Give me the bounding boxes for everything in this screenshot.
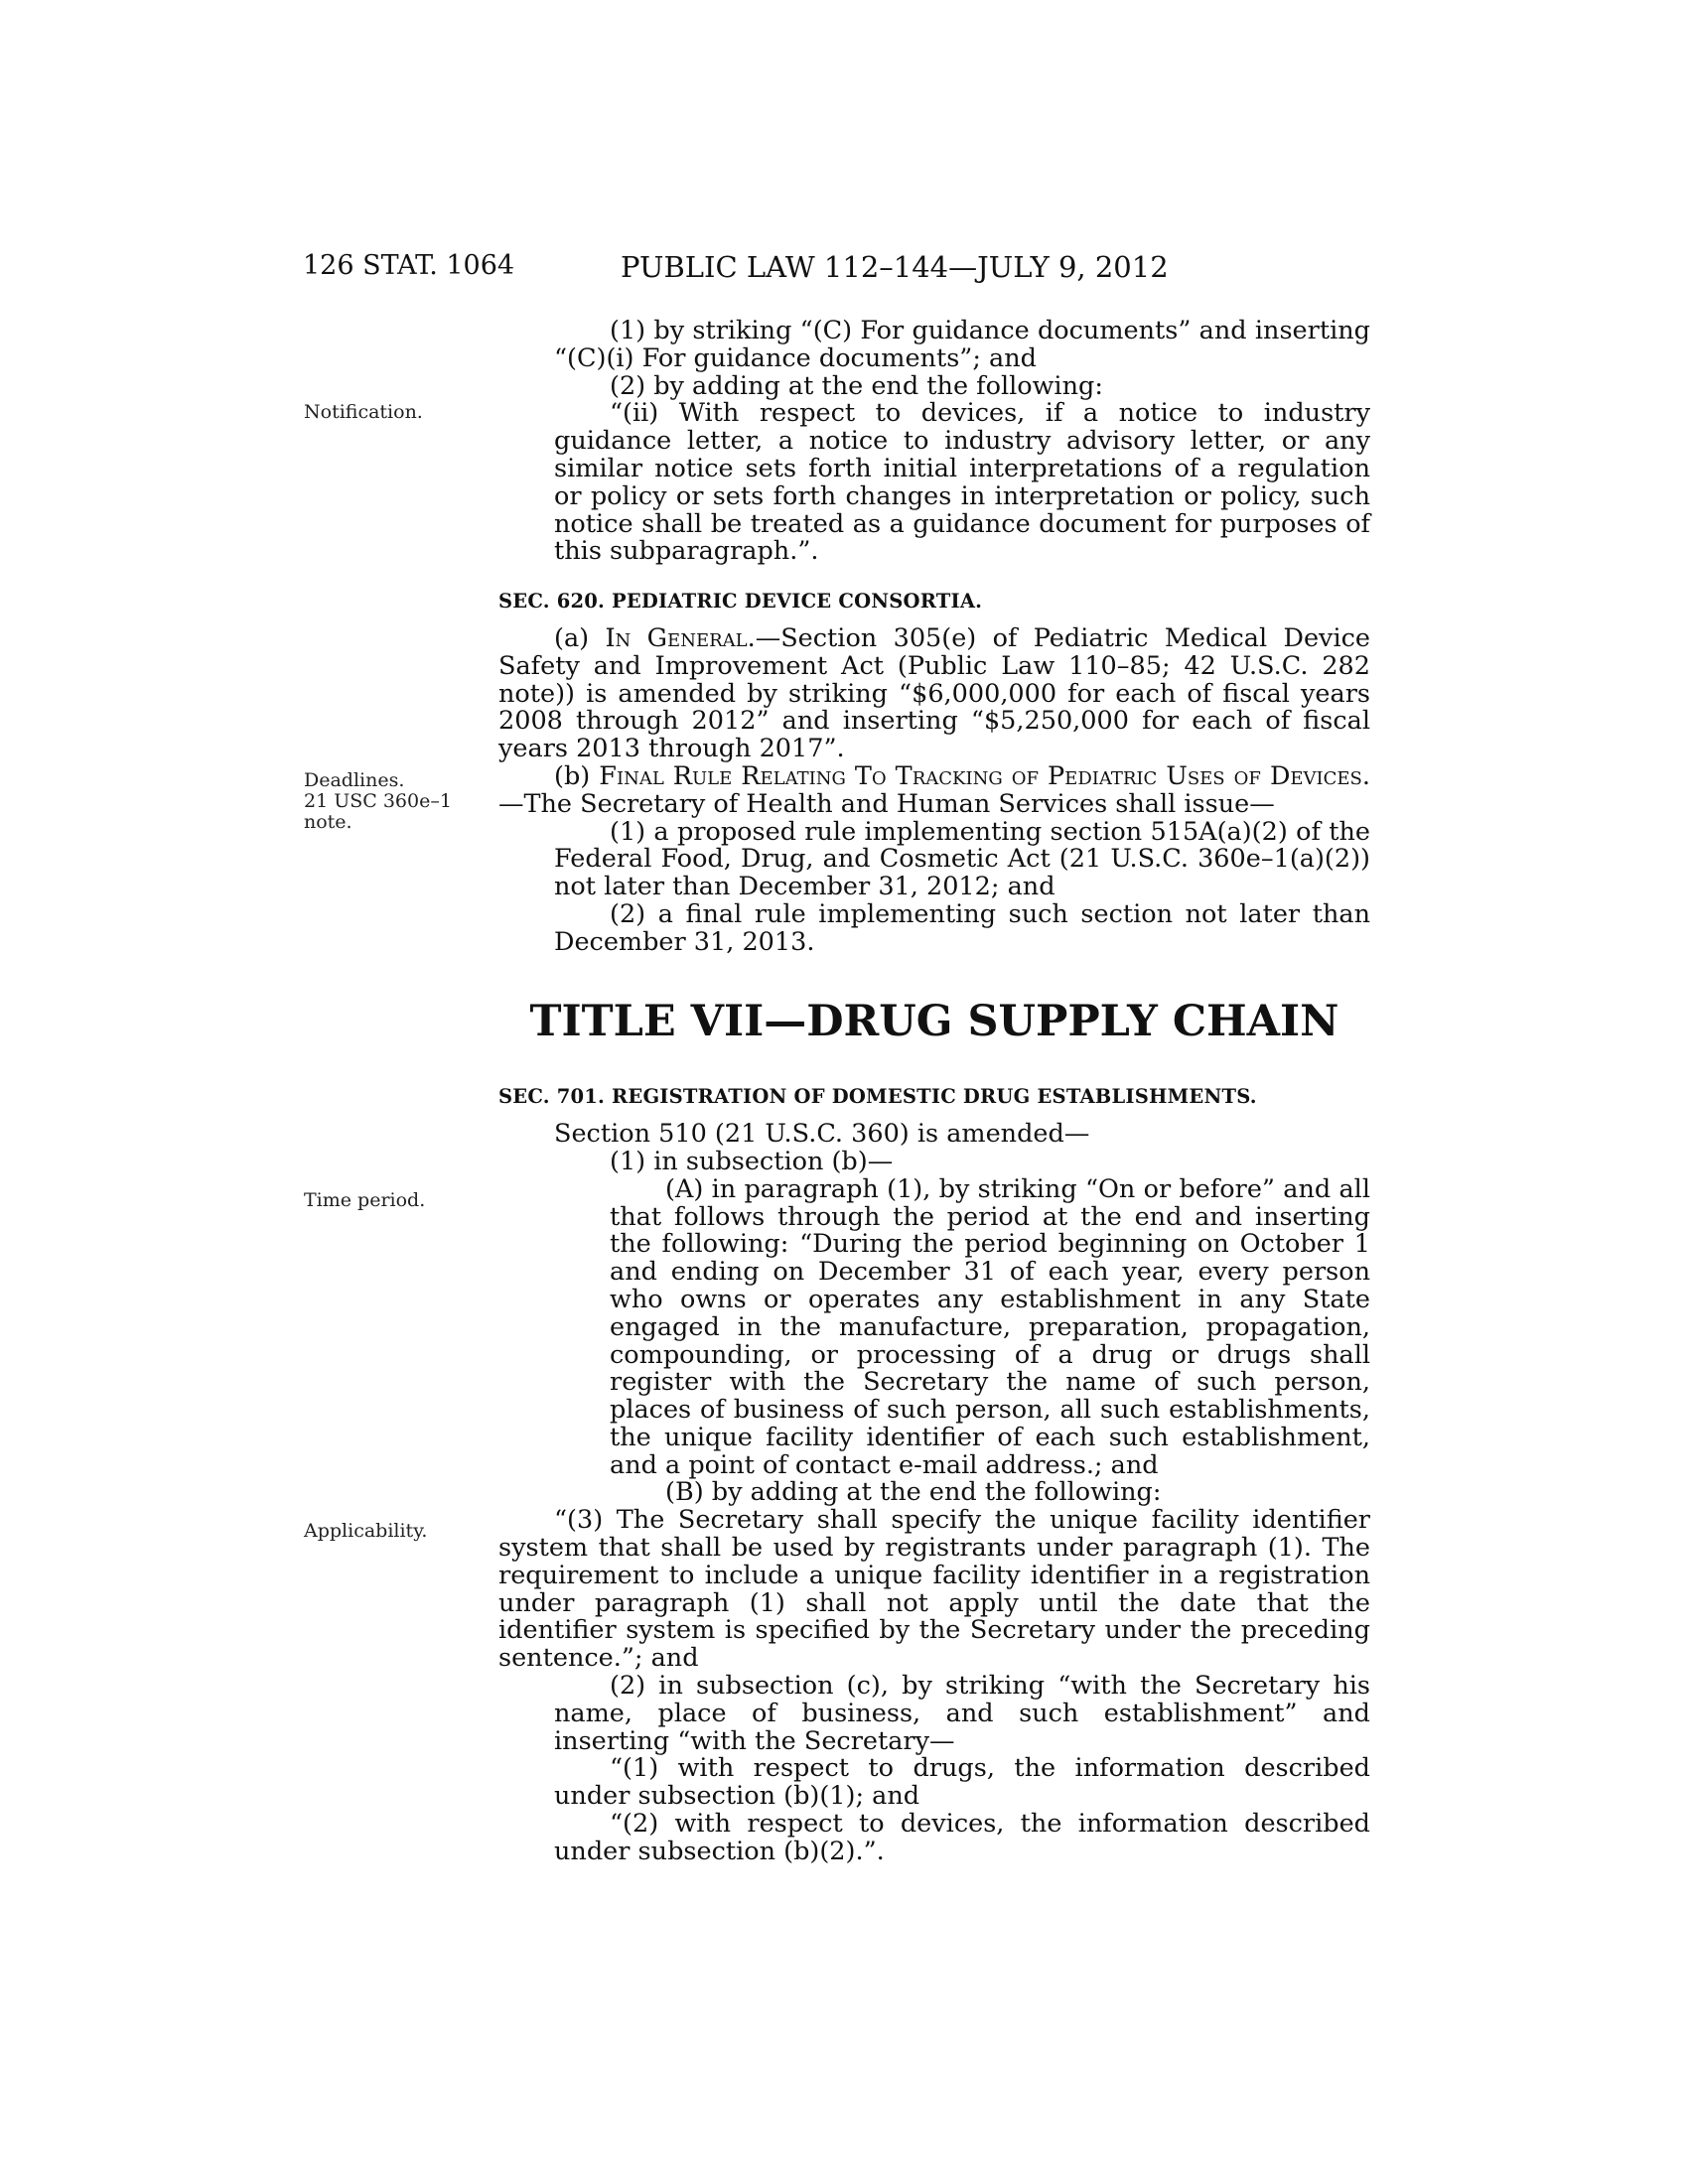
section-heading-620: SEC. 620. PEDIATRIC DEVICE CONSORTIA.	[498, 590, 983, 614]
margin-note-line: Deadlines.	[304, 769, 405, 791]
paragraph: (1) a proposed rule implementing section 515A(a)(2) of the Federal Food, Drug, and Cosmetic Act (21 U.S.C. 360e–1(a)(2)) not later than December 31, 2012; and	[554, 816, 1370, 902]
title-heading: TITLE VII—DRUG SUPPLY CHAIN	[529, 996, 1339, 1046]
margin-note-applicability: Applicability.	[304, 1520, 428, 1542]
paragraph: “(1) with respect to drugs, the information described under subsection (b)(1); and	[554, 1753, 1370, 1812]
margin-note-notification: Notification.	[304, 401, 423, 423]
subsection-b	[498, 760, 1370, 819]
margin-note-deadlines	[304, 770, 452, 833]
margin-note-line: note.	[304, 811, 352, 833]
margin-note-line: 21 USC 360e–1	[304, 790, 452, 812]
margin-note-time-period: Time period.	[304, 1189, 426, 1211]
page-body	[498, 318, 1370, 1866]
subsection-text: —Section 305(e) of Pediatric Medical Device Safety and Improvement Act (Public Law 110–85; 42 U.S.C. 282 note)) is amended by striking “$6,000,000 for each of fiscal years 2008 through 2012” and inserting “$5,250,000 for each of fiscal years 2013 through 2017”.	[498, 622, 1370, 764]
subsection-label: (b)	[554, 760, 600, 791]
paragraph: (2) a final rule implementing such section not later than December 31, 2013.	[554, 898, 1370, 957]
paragraph: “(3) The Secretary shall specify the unique facility identifier system that shall be used by registrants under paragraph (1). The requirement to include a unique facility identifier in a registration under paragraph (1) shall not apply until the date that the identifier system is specified by the Secretary under the preceding sentence.”; and	[498, 1505, 1370, 1674]
statute-reference: 126 STAT. 1064	[303, 250, 515, 281]
subsection-a	[498, 622, 1370, 764]
paragraph: “(ii) With respect to devices, if a notice to industry guidance letter, a notice to industry advisory letter, or any similar notice sets forth initial interpretations of a regulation or policy or sets forth changes in interpretation or policy, such notice shall be treated as a guidance document for purposes of this subparagraph.”.	[554, 398, 1370, 567]
law-title: PUBLIC LAW 112–144—JULY 9, 2012	[621, 250, 1169, 284]
paragraph: (1) in subsection (b)—	[610, 1146, 894, 1176]
paragraph: (A) in paragraph (1), by striking “On or before” and all that follows through the period at the end and inserting the following: “During the period beginning on October 1 and ending on December 31 of each year, every person who owns or operates any establishment in any State engaged in the manufacture, preparation, propagation, compounding, or processing of a drug or drugs shall register with the Secretary the name of such person, places of business of such person, all such establishments, the unique facility identifier of each such establishment, and a point of contact e-mail address.; and	[610, 1173, 1370, 1480]
subsection-heading: Final Rule Relating To Tracking of Pediatric Uses of Devices.	[599, 760, 1370, 791]
subsection-text: —The Secretary of Health and Human Services shall issue—	[498, 788, 1275, 819]
section-heading-701: SEC. 701. REGISTRATION OF DOMESTIC DRUG ESTABLISHMENTS.	[498, 1085, 1257, 1109]
subsection-label: (a)	[554, 622, 606, 653]
paragraph: “(2) with respect to devices, the information described under subsection (b)(2).”.	[554, 1809, 1370, 1866]
paragraph: (B) by adding at the end the following:	[665, 1477, 1162, 1508]
paragraph: Section 510 (21 U.S.C. 360) is amended—	[554, 1119, 1090, 1150]
paragraph: (2) by adding at the end the following:	[610, 370, 1103, 401]
subsection-heading: In General.	[605, 622, 756, 653]
page-header	[303, 250, 1375, 290]
paragraph: (1) by striking “(C) For guidance documents” and inserting “(C)(i) For guidance documents”; and	[554, 316, 1370, 373]
paragraph: (2) in subsection (c), by striking “with the Secretary his name, place of business, and such establishment” and inserting “with the Secretary—	[554, 1671, 1370, 1756]
